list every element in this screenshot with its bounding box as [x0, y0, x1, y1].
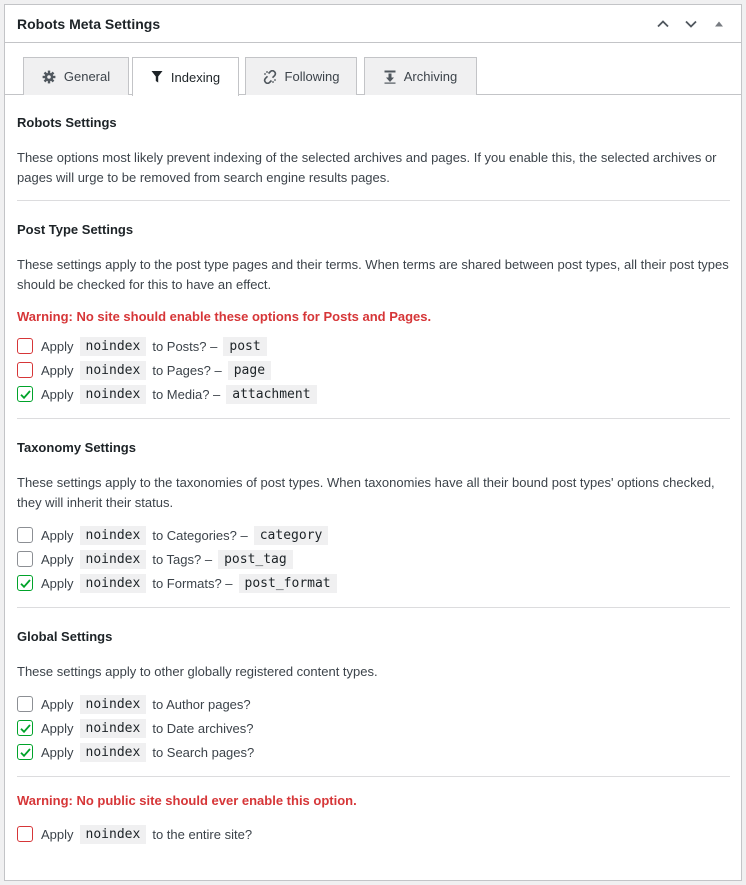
- code-noindex: noindex: [80, 695, 147, 714]
- robots-settings-description: These options most likely prevent indexing of the selected archives and pages. If you enable this, the selected archives or pages will urge to be removed from search engine results pages.: [17, 150, 717, 185]
- indexing-panel: [5, 95, 741, 846]
- tab-general[interactable]: [23, 57, 129, 95]
- option-row-media[interactable]: [17, 382, 730, 406]
- option-label: Apply: [41, 527, 74, 543]
- taxonomy-settings-description: These settings apply to the taxonomies of post types. When taxonomies have all their bound post types' options checked, they will inherit their status.: [17, 475, 715, 510]
- caret-up-icon: [713, 18, 725, 30]
- post-type-settings-title: Post Type Settings: [17, 222, 134, 237]
- option-label: to Categories? –: [152, 527, 248, 543]
- tab-label: Indexing: [170, 69, 221, 85]
- code-noindex: noindex: [80, 743, 147, 762]
- move-up-button[interactable]: [651, 12, 675, 36]
- code-noindex: noindex: [80, 550, 147, 569]
- handle-actions: [651, 12, 731, 36]
- checkbox[interactable]: [17, 551, 33, 567]
- option-label: to the entire site?: [152, 826, 253, 842]
- code-post-type: attachment: [226, 385, 316, 404]
- global-settings-title: Global Settings: [17, 629, 113, 644]
- option-row-categories[interactable]: [17, 523, 730, 547]
- tab-label: Archiving: [403, 69, 458, 84]
- checkbox[interactable]: [17, 338, 33, 354]
- option-row-entire-site[interactable]: [17, 822, 730, 846]
- broken-link-icon: [263, 70, 277, 84]
- code-noindex: noindex: [80, 385, 147, 404]
- global-settings-description: These settings apply to other globally registered content types.: [17, 664, 378, 679]
- robots-meta-postbox: [4, 4, 742, 881]
- option-label: to Date archives?: [152, 720, 254, 736]
- option-label: to Tags? –: [152, 551, 213, 567]
- option-row-search-pages[interactable]: [17, 740, 730, 764]
- gear-icon: [42, 70, 56, 84]
- code-taxonomy: category: [254, 526, 329, 545]
- checkbox-checked[interactable]: [17, 720, 33, 736]
- checkbox[interactable]: [17, 696, 33, 712]
- option-label: to Author pages?: [152, 696, 251, 712]
- code-taxonomy: post_format: [239, 574, 337, 593]
- post-type-settings-description: These settings apply to the post type pages and their terms. When terms are shared between post types, all their post types should be checked for this to have an effect.: [17, 257, 729, 292]
- toggle-panel-button[interactable]: [707, 12, 731, 36]
- option-label: Apply: [41, 826, 74, 842]
- tab-following[interactable]: [245, 57, 357, 95]
- option-label: to Formats? –: [152, 575, 233, 591]
- robots-settings-title: Robots Settings: [17, 115, 117, 130]
- option-label: Apply: [41, 362, 74, 378]
- filter-icon: [151, 70, 163, 84]
- tab-archiving[interactable]: [364, 57, 477, 95]
- chevron-up-icon: [656, 17, 670, 31]
- code-noindex: noindex: [80, 361, 147, 380]
- chevron-down-icon: [684, 17, 698, 31]
- code-taxonomy: post_tag: [218, 550, 293, 569]
- move-down-button[interactable]: [679, 12, 703, 36]
- code-post-type: page: [228, 361, 271, 380]
- checkbox[interactable]: [17, 527, 33, 543]
- option-row-formats[interactable]: [17, 571, 730, 595]
- option-label: Apply: [41, 551, 74, 567]
- checkbox[interactable]: [17, 826, 33, 842]
- checkmark-icon: [19, 388, 32, 401]
- postbox-title: Robots Meta Settings: [17, 15, 161, 32]
- checkbox-checked[interactable]: [17, 744, 33, 760]
- post-type-warning: Warning: No site should enable these options for Posts and Pages.: [17, 309, 432, 324]
- checkmark-icon: [19, 746, 32, 759]
- checkmark-icon: [19, 577, 32, 590]
- checkmark-icon: [19, 722, 32, 735]
- option-label: Apply: [41, 338, 74, 354]
- download-icon: [384, 70, 396, 84]
- tab-indexing[interactable]: [132, 57, 239, 96]
- option-label: to Search pages?: [152, 744, 255, 760]
- checkbox[interactable]: [17, 362, 33, 378]
- option-row-author-pages[interactable]: [17, 692, 730, 716]
- code-noindex: noindex: [80, 574, 147, 593]
- tab-label: Following: [284, 69, 340, 84]
- option-row-date-archives[interactable]: [17, 716, 730, 740]
- code-noindex: noindex: [80, 526, 147, 545]
- option-label: Apply: [41, 744, 74, 760]
- option-label: Apply: [41, 575, 74, 591]
- code-noindex: noindex: [80, 719, 147, 738]
- tab-label: General: [63, 69, 111, 84]
- option-label: Apply: [41, 720, 74, 736]
- checkbox-checked[interactable]: [17, 386, 33, 402]
- option-label: Apply: [41, 696, 74, 712]
- code-noindex: noindex: [80, 337, 147, 356]
- option-label: Apply: [41, 386, 74, 402]
- option-label: to Pages? –: [152, 362, 222, 378]
- checkbox-checked[interactable]: [17, 575, 33, 591]
- option-row-pages[interactable]: [17, 358, 730, 382]
- option-label: to Posts? –: [152, 338, 218, 354]
- code-noindex: noindex: [80, 825, 147, 844]
- site-warning: Warning: No public site should ever enable this option.: [17, 793, 357, 808]
- taxonomy-settings-title: Taxonomy Settings: [17, 440, 136, 455]
- option-row-tags[interactable]: [17, 547, 730, 571]
- postbox-header: [5, 5, 741, 43]
- tab-bar: [5, 43, 741, 95]
- option-row-posts[interactable]: [17, 334, 730, 358]
- code-post-type: post: [223, 337, 266, 356]
- option-label: to Media? –: [152, 386, 221, 402]
